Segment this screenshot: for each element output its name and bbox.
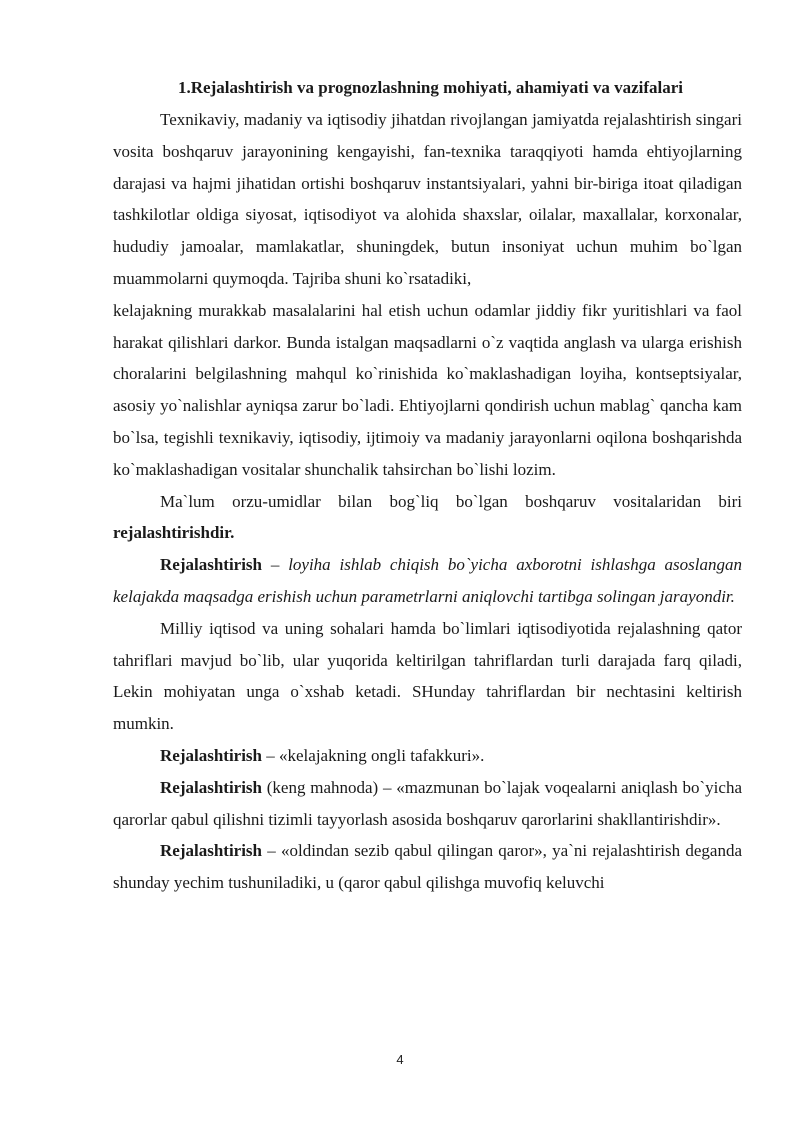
paragraph-6 — [113, 740, 742, 772]
paragraph-4-definition — [113, 549, 742, 613]
paragraph-6-term: Rejalashtirish — [160, 745, 262, 765]
paragraph-1: Texnikaviy, madaniy va iqtisodiy jihatdan rivojlangan jamiyatda rejalashtirish singari vosita boshqaruv jarayonining kengayishi, fan-texnika taraqqiyoti hamda ehtiyojlarning darajasi va hajmi jihatidan ortishi boshqaruv instantsiyalari, yahni bir-biriga itoat qiladigan tashkilotlar oldiga siyosat, iqtisodiyot va alohida shaxslar, oilalar, maxallalar, korxonalar, hududiy jamoalar, mamlakatlar, shuningdek, butun insoniyat uchun muhim bo`lgan muammolarni quymoqda. Tajriba shuni ko`rsatadiki, — [113, 110, 742, 288]
document-page — [113, 72, 742, 899]
paragraph-3-text: Ma`lum orzu-umidlar bilan bog`liq bo`lgan boshqaruv vositalaridan biri — [160, 491, 742, 511]
paragraph-3 — [113, 486, 742, 550]
paragraph-6-text: – «kelajakning ongli tafakkuri». — [262, 745, 485, 765]
paragraph-7-text: (keng mahnoda) – «mazmunan bo`lajak voqealarni aniqlash bo`yicha qarorlar qabul qilishni tizimli tayyorlash asosida boshqaruv qarorlarini shakllantirishdir». — [113, 777, 742, 829]
section-heading: 1.Rejalashtirish va prognozlashning mohiyati, ahamiyati va vazifalari — [178, 78, 683, 97]
paragraph-7-term: Rejalashtirish — [160, 777, 262, 797]
definition-text: loyiha ishlab chiqish bo`yicha axborotni ishlashga asoslangan kelajakda maqsadga erishish uchun parametrlarni aniqlovchi tartibga solingan jarayondir. — [113, 555, 742, 606]
paragraph-8-text: – «oldindan sezib qabul qilingan qaror», ya`ni rejalashtirish deganda shunday yechim tushuniladiki, u (qaror qabul qilishga muvofiq keluvchi — [113, 841, 742, 893]
paragraph-8 — [113, 835, 742, 899]
definition-dash: – — [262, 555, 289, 575]
paragraph-3-term: rejalashtirishdir. — [113, 523, 235, 543]
paragraph-8-term: Rejalashtirish — [160, 841, 262, 861]
page-number: 4 — [396, 1052, 404, 1067]
paragraph-7 — [113, 772, 742, 836]
paragraph-2: kelajakning murakkab masalalarini hal etish uchun odamlar jiddiy fikr yuritishlari va faol harakat qilishlari darkor. Bunda istalgan maqsadlarni o`z vaqtida anglash va ularga erishish choralarini belgilashning mahqul ko`rinishida ko`maklashadigan loyiha, kontseptsiyalar, asosiy yo`nalishlar ayniqsa zarur bo`ladi. Ehtiyojlarni qondirish uchun mablag` qancha kam bo`lsa, tegishli texnikaviy, iqtisodiy, ijtimoiy va madaniy jarayonlarni oqilona boshqarishda ko`maklashadigan vositalar shunchalik tahsirchan bo`lishi lozim. — [113, 300, 742, 479]
paragraph-5: Milliy iqtisod va uning sohalari hamda bo`limlari iqtisodiyotida rejalashning qator tahriflari mavjud bo`lib, ular yuqorida keltirilgan tahriflardan turli darajada farq qiladi, Lekin mohiyatan unga o`xshab ketadi. SHunday tahriflardan bir nechtasini keltirish mumkin. — [113, 618, 742, 734]
definition-term: Rejalashtirish — [160, 555, 262, 575]
